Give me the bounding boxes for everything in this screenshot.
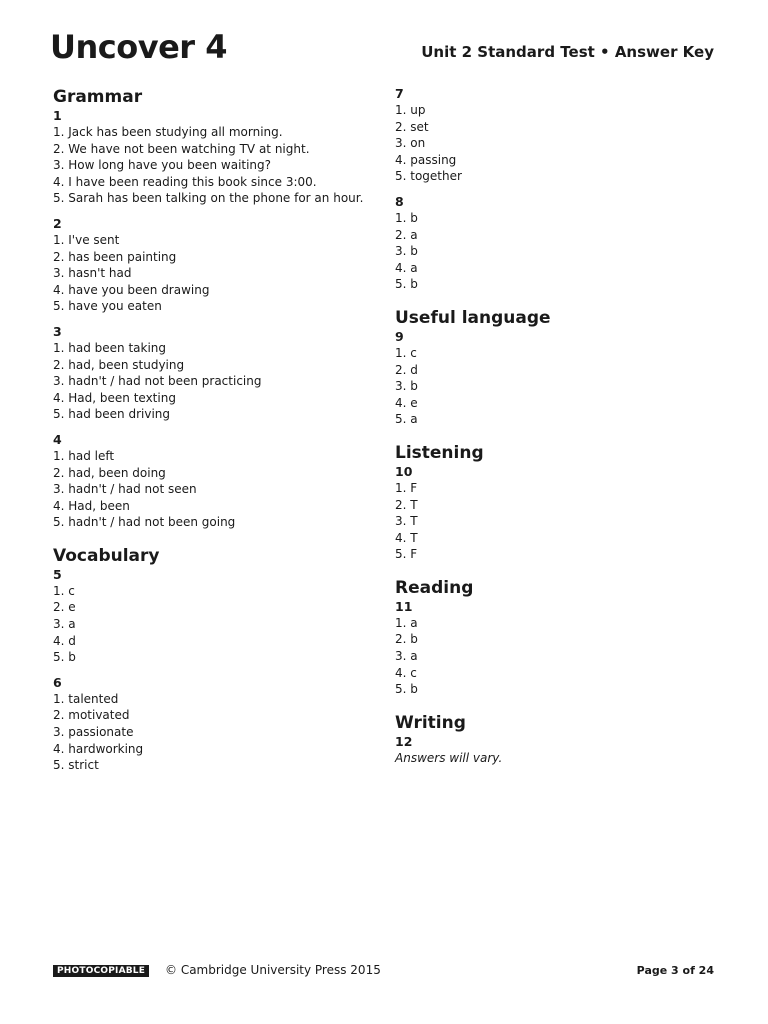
answer-list [53, 340, 383, 423]
answer-item: 2. d [395, 362, 418, 377]
answer-note: Answers will vary. [395, 750, 503, 765]
answer-item: 1. Jack has been studying all morning. [53, 125, 283, 139]
answer-item: 1. c [395, 345, 417, 360]
exercise-block [395, 329, 725, 428]
answer-item: 1. c [53, 583, 75, 598]
answer-item: 1. I've sent [53, 232, 120, 247]
answer-item: 3. b [395, 379, 418, 394]
document-title: Unit 2 Standard Test • Answer Key [421, 43, 714, 61]
exercise-block [395, 194, 725, 293]
exercise-block [395, 86, 725, 185]
answer-item: 4. c [395, 665, 417, 680]
answer-item: 5. had been driving [53, 407, 170, 422]
answer-item: 4. I have been reading this book since 3:00. [53, 174, 317, 189]
answer-item: 1. up [395, 103, 426, 117]
answer-item: 3. passionate [53, 725, 134, 740]
answer-item: 3. a [395, 649, 418, 664]
answer-item: 5. have you eaten [53, 299, 162, 314]
exercise-block [53, 567, 383, 666]
answer-item: 5. Sarah has been talking on the phone for an hour. [53, 191, 364, 206]
answer-item: 5. b [395, 277, 418, 292]
answer-section [395, 577, 725, 698]
answer-item: 3. hadn't / had not seen [53, 482, 197, 497]
answer-list [395, 210, 725, 293]
answer-item: 1. a [395, 615, 418, 630]
exercise-block [53, 675, 383, 774]
answer-item: 4. d [53, 633, 76, 648]
answer-item: 4. Had, been [53, 498, 130, 513]
section-title: Grammar [53, 87, 143, 107]
answer-item: 4. have you been drawing [53, 282, 210, 297]
answer-section [395, 86, 725, 293]
answer-item: 5. strict [53, 758, 99, 773]
answer-item: 2. e [53, 600, 76, 615]
answer-item: 5. a [395, 412, 418, 427]
photocopiable-badge: PHOTOCOPIABLE [53, 965, 149, 977]
exercise-block [53, 216, 383, 315]
exercise-block [53, 432, 383, 531]
section-title: Vocabulary [53, 545, 160, 566]
exercise-block [395, 734, 725, 767]
answer-item: 1. had been taking [53, 340, 167, 355]
answer-list [53, 583, 383, 666]
answer-item: 1. talented [53, 691, 119, 706]
answer-item: 4. e [395, 395, 418, 410]
exercise-number: 11 [395, 598, 413, 614]
answer-section [53, 545, 383, 774]
section-title: Writing [395, 712, 466, 733]
answer-item: 2. set [395, 119, 429, 134]
answer-item: 2. motivated [53, 708, 130, 723]
answer-list [395, 615, 725, 698]
answer-item: 1. F [395, 480, 418, 495]
exercise-number: 9 [395, 328, 404, 344]
answer-item: 3. T [395, 514, 418, 529]
section-title: Reading [395, 577, 474, 598]
answer-item: 2. a [395, 227, 418, 242]
answer-item: 4. Had, been texting [53, 390, 176, 405]
exercise-number: 10 [395, 463, 413, 479]
answer-item: 5. hadn't / had not been going [53, 515, 236, 530]
answer-item: 2. had, been studying [53, 357, 185, 372]
answer-item: 3. How long have you been waiting? [53, 158, 272, 173]
exercise-block [53, 108, 383, 207]
answer-section [395, 442, 725, 563]
answer-item: 1. b [395, 210, 418, 225]
answer-item: 2. b [395, 632, 418, 647]
exercise-number: 7 [395, 86, 404, 101]
page-number: Page 3 of 24 [636, 964, 714, 977]
exercise-number: 1 [53, 108, 62, 123]
exercise-number: 6 [53, 674, 62, 690]
answer-item: 5. b [395, 682, 418, 697]
answer-item: 5. together [395, 169, 462, 184]
answer-list [53, 448, 383, 531]
answer-item: 3. hasn't had [53, 266, 132, 281]
exercise-number: 5 [53, 566, 62, 582]
answer-item: 1. had left [53, 448, 115, 463]
exercise-number: 12 [395, 733, 413, 749]
answer-item: 5. b [53, 650, 76, 665]
answer-item: 5. F [395, 547, 418, 562]
exercise-number: 8 [395, 193, 404, 209]
right-column [395, 86, 725, 780]
answer-item: 3. hadn't / had not been practicing [53, 374, 262, 389]
section-title: Listening [395, 442, 484, 463]
exercise-block [395, 464, 725, 563]
answer-item: 2. has been painting [53, 249, 177, 264]
exercise-block [395, 599, 725, 698]
answer-item: 3. a [53, 617, 76, 632]
answer-item: 3. on [395, 136, 426, 151]
answer-item: 3. b [395, 244, 418, 259]
answer-list [53, 232, 383, 315]
answer-section [395, 712, 725, 767]
answer-item: 2. had, been doing [53, 465, 166, 480]
answer-list [53, 691, 383, 774]
answer-list [395, 480, 725, 563]
copyright-text: © Cambridge University Press 2015 [165, 963, 381, 977]
section-title: Useful language [395, 307, 551, 328]
answer-item: 4. passing [395, 152, 457, 167]
answer-item: 4. T [395, 530, 418, 545]
exercise-number: 4 [53, 431, 62, 447]
page-footer [53, 963, 714, 981]
exercise-block [53, 324, 383, 423]
answer-item: 2. We have not been watching TV at night. [53, 141, 310, 156]
page-header [50, 28, 714, 78]
answer-section [395, 307, 725, 428]
answer-item: 4. a [395, 260, 418, 275]
brand-title: Uncover 4 [50, 28, 227, 66]
exercise-number: 2 [53, 215, 62, 231]
answer-list [53, 124, 383, 207]
answer-section [53, 86, 383, 531]
exercise-number: 3 [53, 323, 62, 339]
answer-item: 2. T [395, 497, 418, 512]
answer-list [395, 102, 725, 185]
answer-list [395, 345, 725, 428]
answer-item: 4. hardworking [53, 741, 144, 756]
left-column [53, 86, 383, 788]
